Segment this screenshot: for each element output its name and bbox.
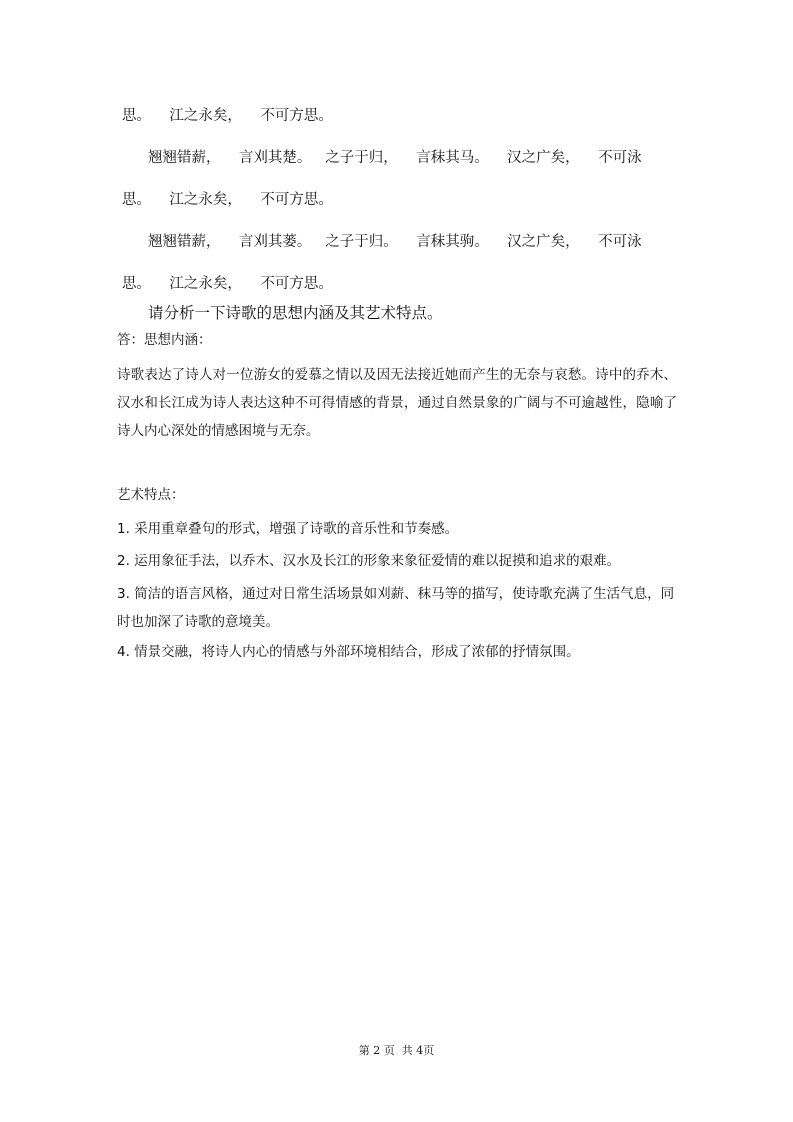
poem-line: 思。 江之永矣， 不可方思。 bbox=[122, 276, 333, 292]
poem-line: 翘翘错薪， 言刈其楚。 之子于归， 言秣其马。 汉之广矣， 不可泳 bbox=[148, 150, 642, 166]
question-text: 请分析一下诗歌的思想内涵及其艺术特点。 bbox=[148, 305, 443, 322]
poem-line: 思。 江之永矣， 不可方思。 bbox=[122, 108, 333, 124]
art-feature-item: 4. 情景交融，将诗人内心的情感与外部环境相结合，形成了浓郁的抒情氛围。 bbox=[117, 644, 580, 660]
answer-paragraph: 诗歌表达了诗人对一位游女的爱慕之情以及因无法接近她而产生的无奈与哀愁。诗中的乔木、汉水和长江成为诗人表达这种不可得情感的背景，通过自然景象的广阔与不可逾越性，隐喻了诗人内心深处的情感困境与无奈。 bbox=[117, 367, 677, 439]
poem-line: 思。 江之永矣， 不可方思。 bbox=[122, 192, 333, 208]
art-feature-item: 3. 简洁的语言风格，通过对日常生活场景如刈薪、秣马等的描写，使诗歌充满了生活气息，同时也加深了诗歌的意境美。 bbox=[117, 586, 675, 630]
poem-line: 翘翘错薪， 言刈其蒌。 之子于归。 言秣其驹。 汉之广矣， 不可泳 bbox=[148, 234, 642, 250]
art-features-label: 艺术特点： bbox=[117, 487, 185, 503]
page-footer: 第 2 页 共 4页 bbox=[358, 1044, 435, 1057]
answer-label: 答：思想内涵： bbox=[117, 332, 212, 348]
art-feature-item: 1. 采用重章叠句的形式，增强了诗歌的音乐性和节奏感。 bbox=[117, 521, 459, 537]
art-feature-item: 2. 运用象征手法，以乔木、汉水及长江的形象来象征爱情的难以捉摸和追求的艰难。 bbox=[117, 553, 621, 569]
